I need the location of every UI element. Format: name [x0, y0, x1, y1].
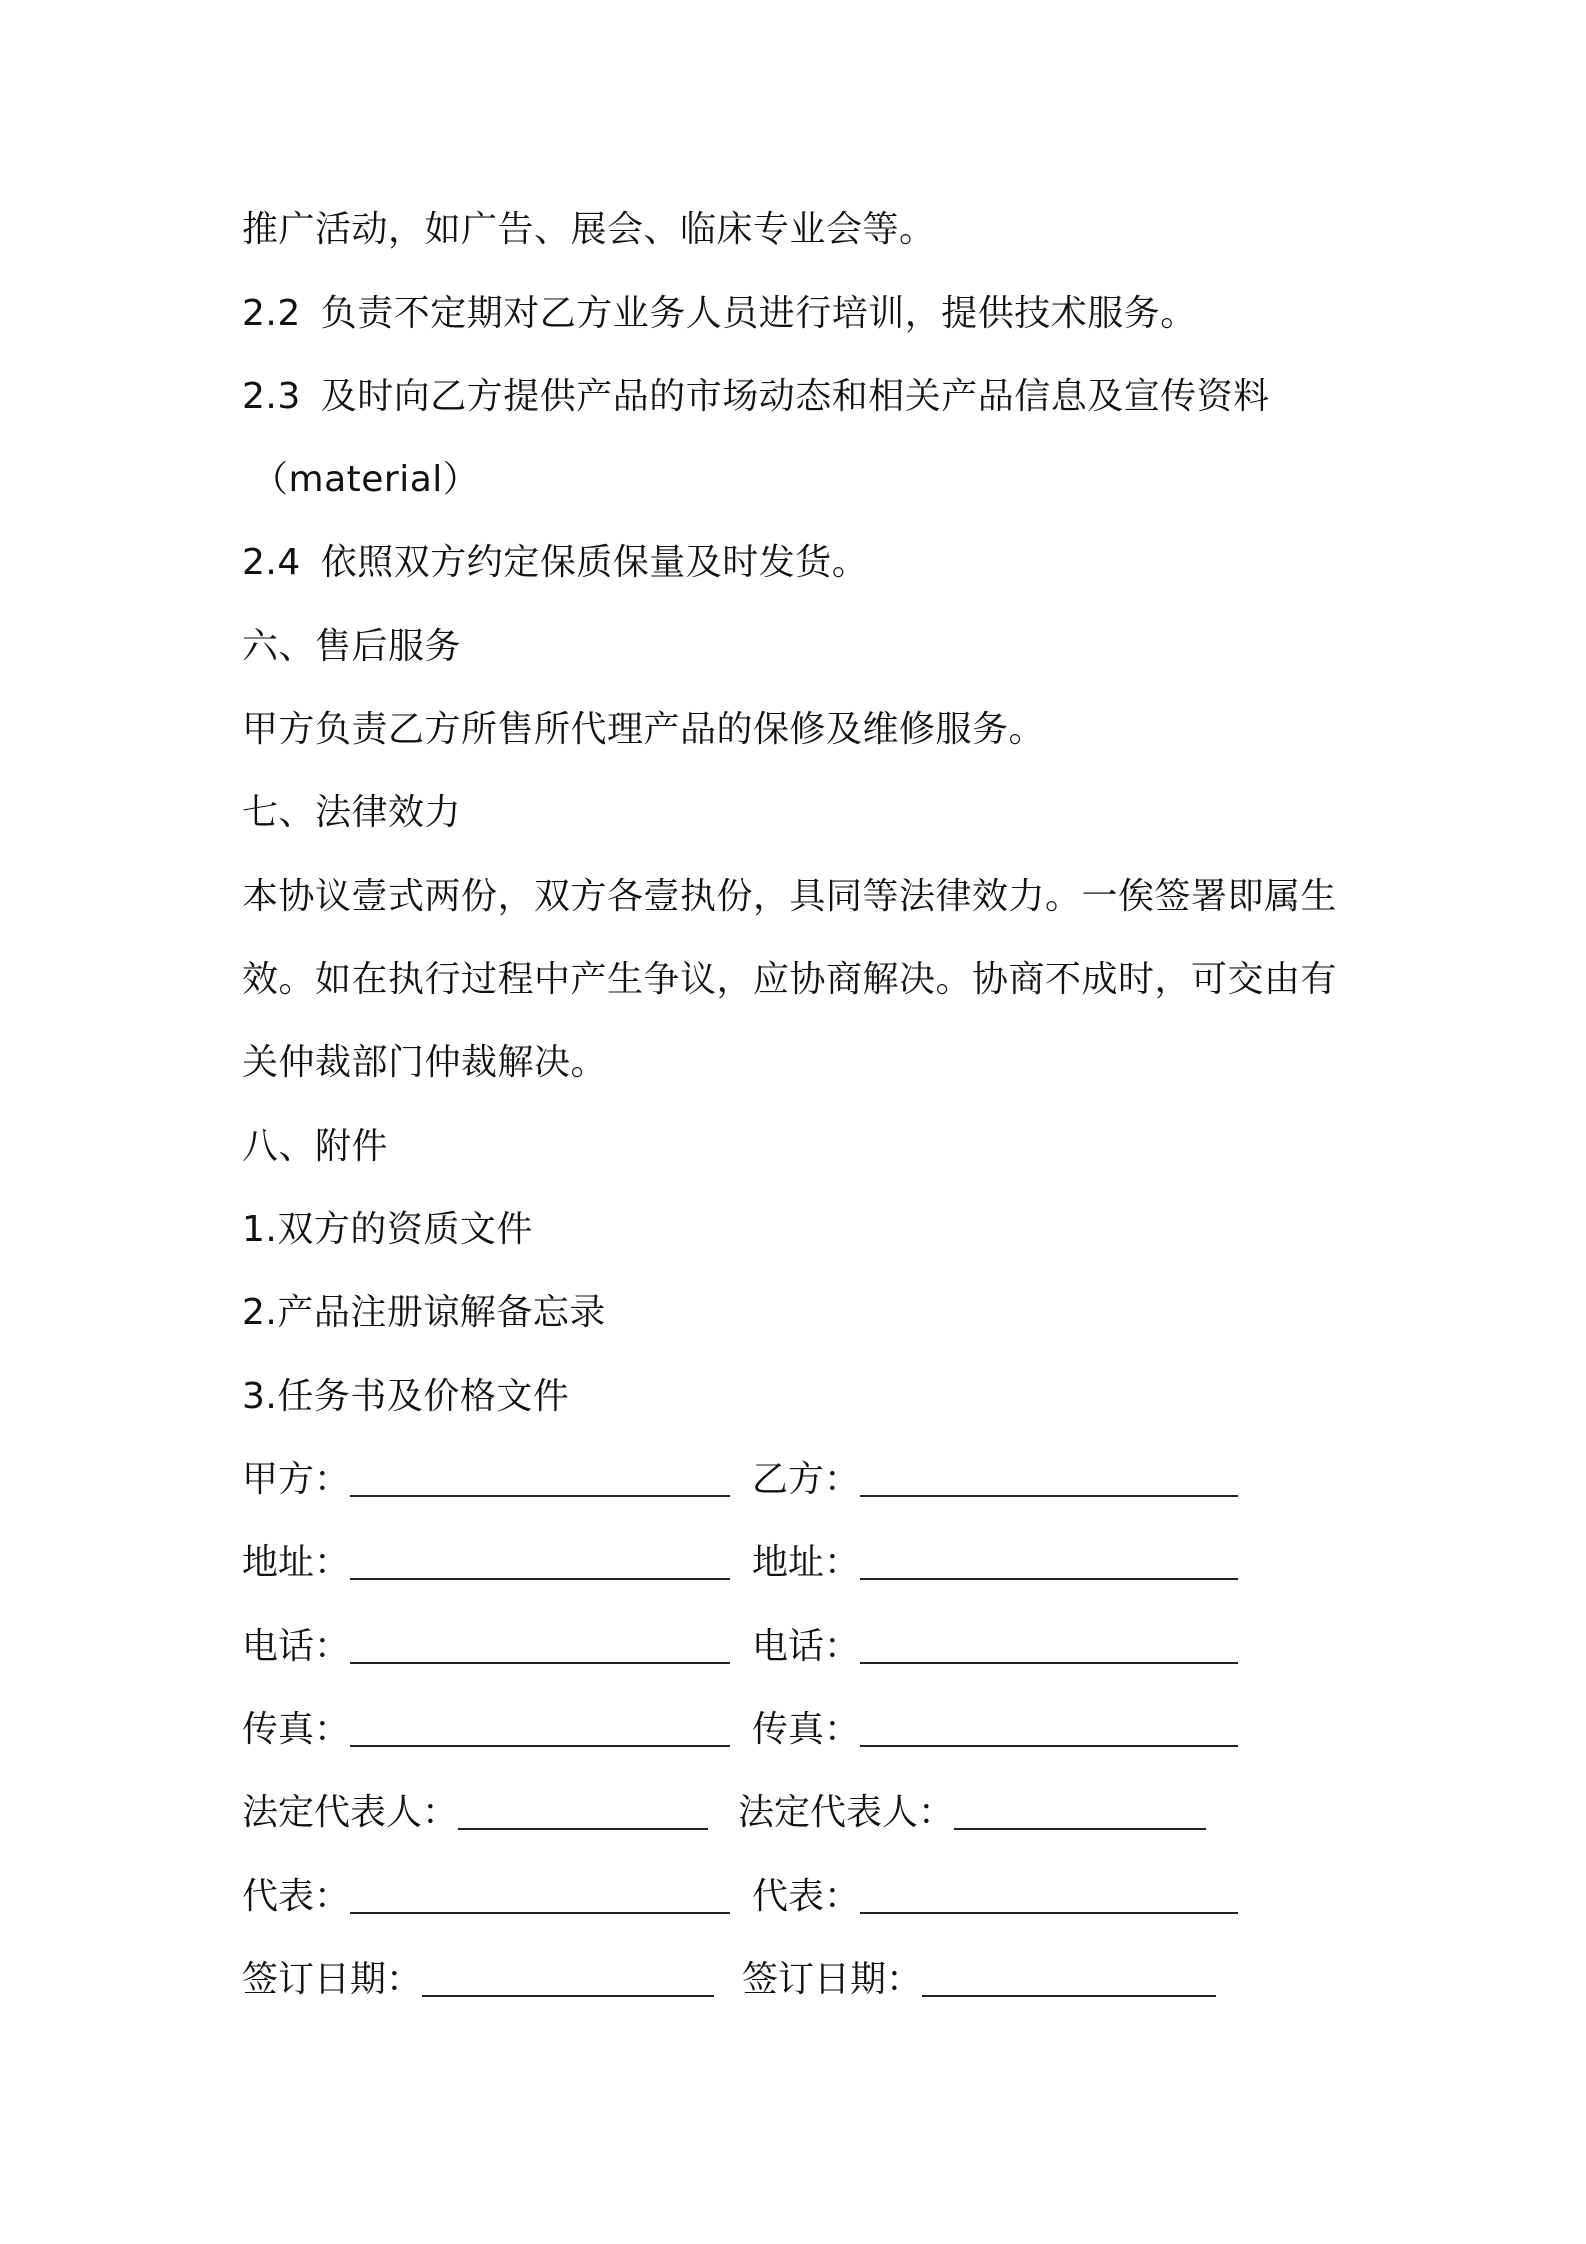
- signature-blank[interactable]: [860, 1705, 1238, 1747]
- signature-blank[interactable]: [350, 1705, 730, 1747]
- line-text: （material）: [252, 459, 480, 500]
- field-label: 乙方：: [752, 1459, 861, 1500]
- section-heading-attachments: [242, 1122, 388, 1172]
- paragraph-line: [242, 1038, 607, 1088]
- signature-blank[interactable]: [860, 1455, 1238, 1497]
- attachment-item: [242, 1288, 606, 1338]
- signature-field-legal-rep-b: [738, 1788, 1206, 1838]
- field-label: 地址：: [752, 1542, 861, 1583]
- signature-field-party-b: [752, 1455, 1238, 1505]
- signature-blank[interactable]: [350, 1455, 730, 1497]
- field-label: 电话：: [242, 1626, 351, 1667]
- signature-field-phone-a: [242, 1622, 730, 1672]
- section-heading-after-sales: [242, 622, 461, 672]
- field-label: 代表：: [752, 1876, 861, 1917]
- field-label: 法定代表人：: [242, 1792, 459, 1833]
- signature-field-address-a: [242, 1538, 730, 1588]
- signature-field-fax-b: [752, 1705, 1238, 1755]
- line-text: 1.双方的资质文件: [242, 1209, 533, 1250]
- field-label: 地址：: [242, 1542, 351, 1583]
- signature-blank[interactable]: [954, 1788, 1206, 1830]
- signature-blank[interactable]: [458, 1788, 708, 1830]
- signature-field-phone-b: [752, 1622, 1238, 1672]
- attachment-item: [242, 1205, 533, 1255]
- signature-blank[interactable]: [860, 1538, 1238, 1580]
- line-text: 3.任务书及价格文件: [242, 1376, 570, 1417]
- signature-blank[interactable]: [350, 1622, 730, 1664]
- paragraph-line: [242, 705, 1045, 755]
- field-label: 传真：: [752, 1709, 861, 1750]
- field-label: 甲方：: [242, 1459, 351, 1500]
- signature-field-rep-b: [752, 1872, 1238, 1922]
- attachment-item: [242, 1372, 569, 1422]
- paragraph-line: [242, 955, 1337, 1005]
- signature-field-date-b: [742, 1955, 1216, 2005]
- signature-blank[interactable]: [860, 1622, 1238, 1664]
- field-label: 传真：: [242, 1709, 351, 1750]
- signature-field-legal-rep-a: [242, 1788, 708, 1838]
- section-heading: 六、售后服务: [242, 626, 462, 667]
- clause-2-3-continuation: [252, 455, 479, 505]
- line-text: 2.产品注册谅解备忘录: [242, 1292, 606, 1333]
- field-label: 电话：: [752, 1626, 861, 1667]
- signature-field-address-b: [752, 1538, 1238, 1588]
- paragraph-line: [242, 205, 936, 255]
- signature-field-rep-a: [242, 1872, 730, 1922]
- signature-blank[interactable]: [922, 1955, 1216, 1997]
- paragraph-line: [242, 872, 1337, 922]
- line-text: 甲方负责乙方所售所代理产品的保修及维修服务。: [242, 709, 1046, 750]
- signature-field-party-a: [242, 1455, 730, 1505]
- signature-blank[interactable]: [350, 1872, 730, 1914]
- line-text: 效。如在执行过程中产生争议，应协商解决。协商不成时，可交由有: [242, 959, 1338, 1000]
- signature-field-date-a: [242, 1955, 714, 2005]
- clause-text: 负责不定期对乙方业务人员进行培训，提供技术服务。: [320, 293, 1197, 334]
- line-text: 本协议壹式两份，双方各壹执份，具同等法律效力。一俟签署即属生: [242, 876, 1338, 917]
- field-label: 代表：: [242, 1876, 351, 1917]
- clause-2-4: [242, 538, 868, 588]
- clause-2-2: [242, 289, 1197, 339]
- clause-number: 2.4: [242, 542, 301, 583]
- section-heading: 七、法律效力: [242, 792, 462, 833]
- clause-text: 依照双方约定保质保量及时发货。: [320, 542, 869, 583]
- field-label: 法定代表人：: [738, 1792, 955, 1833]
- signature-blank[interactable]: [350, 1538, 730, 1580]
- clause-number: 2.3: [242, 376, 301, 417]
- section-heading-legal-effect: [242, 788, 461, 838]
- signature-blank[interactable]: [860, 1872, 1238, 1914]
- section-heading: 八、附件: [242, 1126, 389, 1167]
- signature-blank[interactable]: [422, 1955, 714, 1997]
- clause-2-3: [242, 372, 1270, 422]
- field-label: 签订日期：: [742, 1959, 923, 2000]
- field-label: 签订日期：: [242, 1959, 423, 2000]
- line-text: 推广活动，如广告、展会、临床专业会等。: [242, 209, 936, 250]
- signature-field-fax-a: [242, 1705, 730, 1755]
- clause-number: 2.2: [242, 293, 301, 334]
- clause-text: 及时向乙方提供产品的市场动态和相关产品信息及宣传资料: [320, 376, 1270, 417]
- line-text: 关仲裁部门仲裁解决。: [242, 1042, 608, 1083]
